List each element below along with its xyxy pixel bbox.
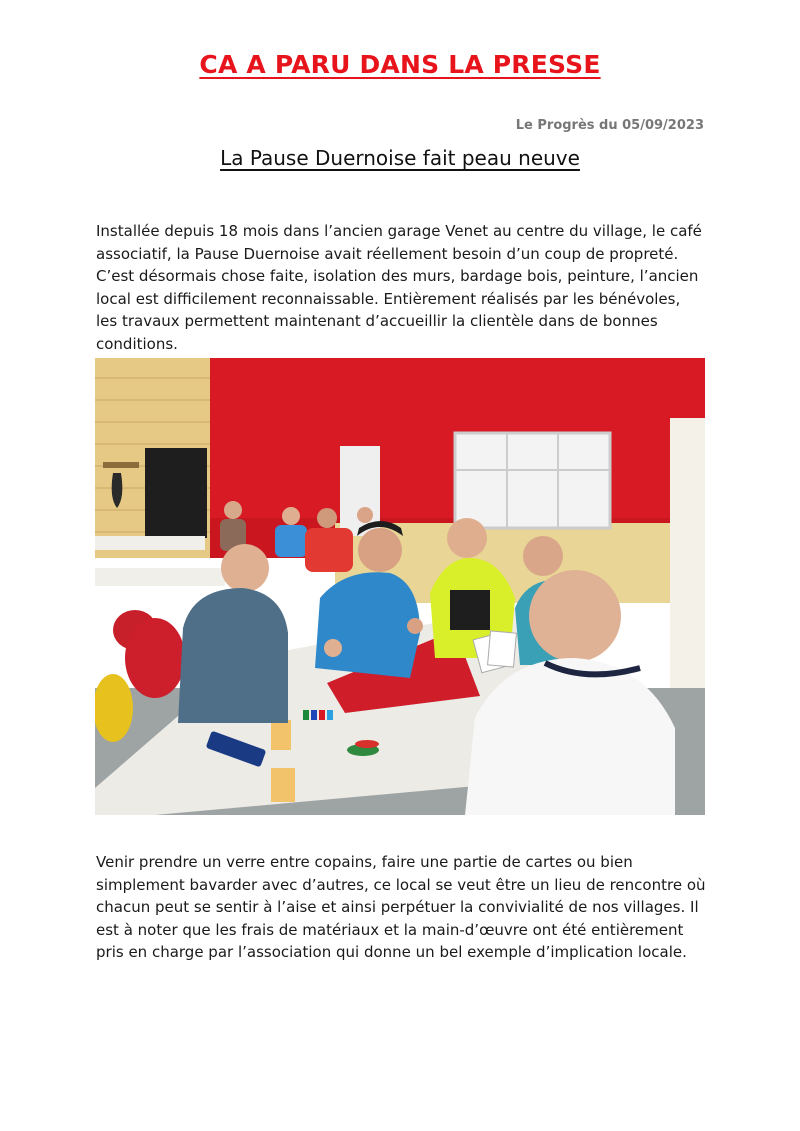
- photo-blackboard: [145, 448, 207, 538]
- article-photo: [95, 358, 705, 815]
- photo-window: [455, 433, 610, 528]
- source-date: Le Progrès du 05/09/2023: [515, 118, 704, 133]
- article-title: La Pause Duernoise fait peau neuve: [220, 146, 580, 170]
- article-paragraph-closing: Venir prendre un verre entre copains, faire une partie de cartes ou bien simplement bavarder avec d’autres, ce local se veut être un lieu de rencontre où chacun peut se sentir à l’aise et ainsi perpétuer la convivialité de nos villages. Il est à noter que les frais de matériaux et la main-d’œuvre ont été entièrement pris en charge par l’association qui donne un bel exemple d’implication locale.: [96, 853, 706, 962]
- article-paragraph-intro: Installée depuis 18 mois dans l’ancien garage Venet au centre du village, le café associatif, la Pause Duernoise avait réellement besoin d’un coup de propreté. C’est désormais chose faite, isolation des murs, bardage bois, peinture, l’ancien local est difficilement reconnaissable. Entièrement réalisés par les bénévoles, les travaux permettent maintenant d’accueillir la clientèle dans de bonnes conditions.: [96, 222, 702, 353]
- page-header-title: CA A PARU DANS LA PRESSE: [199, 50, 601, 79]
